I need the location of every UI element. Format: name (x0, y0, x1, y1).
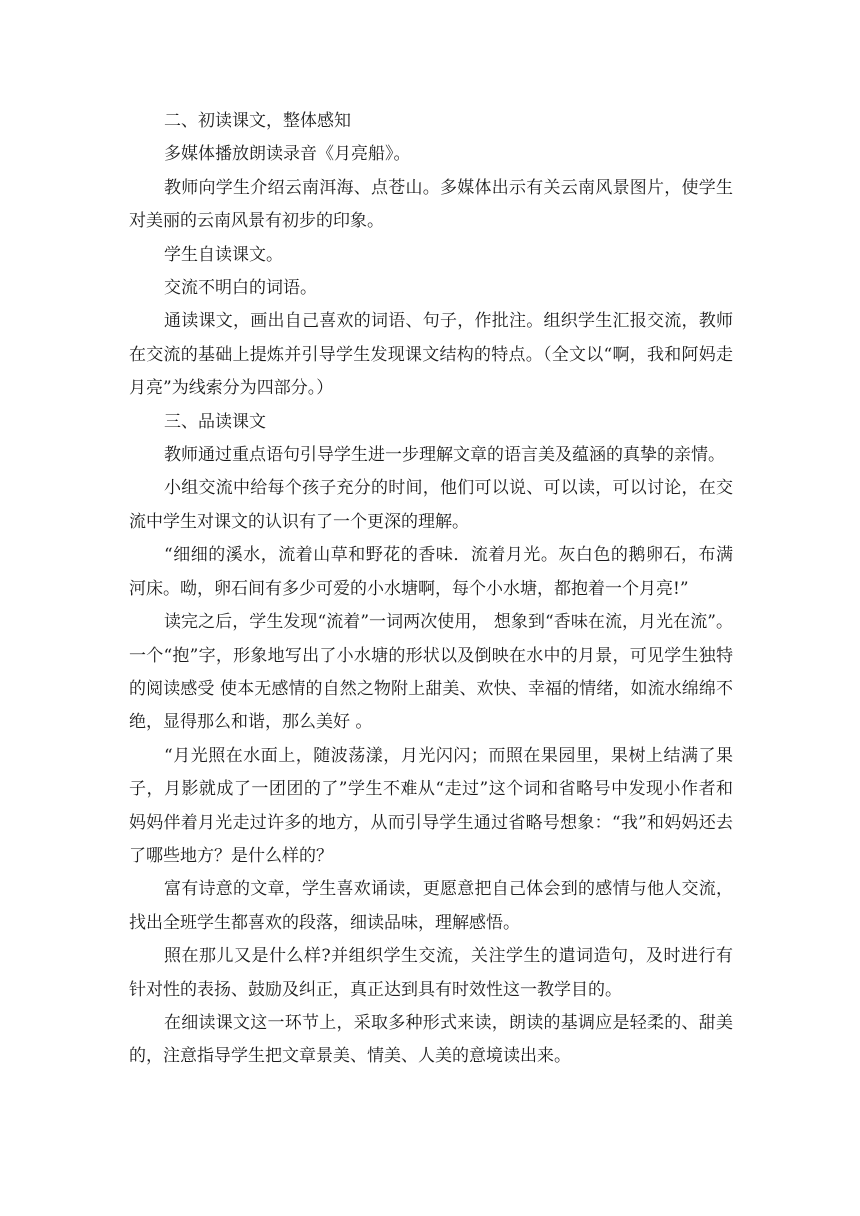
section-heading-3: 三、品读课文 (164, 411, 266, 432)
document-body (129, 105, 733, 1074)
paragraph-12: 照在那儿又是什么样?并组织学生交流，关注学生的遣词造句，及时进行有针对性的表扬、鼓励及纠正，真正达到具有时效性这一教学目的。 (129, 946, 733, 1000)
paragraph-8: “细细的溪水，流着山草和野花的香味．流着月光。灰白色的鹅卵石，布满河床。呦，卵石间有多少可爱的小水塘啊，每个小水塘，都抱着一个月亮!” (129, 545, 733, 599)
paragraph-6: 教师通过重点语句引导学生进一步理解文章的语言美及蕴涵的真挚的亲情。 (164, 445, 725, 466)
paragraph-1: 多媒体播放朗读录音《月亮船》。 (164, 144, 411, 165)
paragraph-2: 教师向学生介绍云南洱海、点苍山。多媒体出示有关云南风景图片，使学生对美丽的云南风景有初步的印象。 (129, 177, 733, 232)
paragraph-9: 读完之后，学生发现“流着”一词两次使用， 想象到“香味在流，月光在流”。一个“抱”字，形象地写出了小水塘的形状以及倒映在水中的月景，可见学生独特的阅读感受 使本无感情的自然之物附上甜美、欢快、幸福的情绪，如流水绵绵不绝，显得那么和谐，那么美好 。 (129, 612, 733, 733)
paragraph-5: 通读课文，画出自己喜欢的词语、句子，作批注。组织学生汇报交流，教师在交流的基础上提炼并引导学生发现课文结构的特点。（全文以“啊，我和阿妈走月亮”为线索分为四部分。） (129, 311, 733, 399)
paragraph-7: 小组交流中给每个孩子充分的时间，他们可以说、可以读，可以讨论，在交流中学生对课文的认识有了一个更深的理解。 (129, 478, 733, 532)
paragraph-4: 交流不明白的词语。 (164, 278, 317, 299)
paragraph-13: 在细读课文这一环节上，采取多种形式来读，朗读的基调应是轻柔的、甜美的，注意指导学生把文章景美、情美、人美的意境读出来。 (129, 1012, 733, 1067)
paragraph-3: 学生自读课文。 (164, 244, 283, 265)
paragraph-11: 富有诗意的文章，学生喜欢诵读，更愿意把自己体会到的感情与他人交流，找出全班学生都喜欢的段落，细读品味，理解感悟。 (129, 879, 733, 933)
paragraph-10: “月光照在水面上，随波荡漾，月光闪闪；而照在果园里，果树上结满了果子，月影就成了一团团的了”学生不难从“走过”这个词和省略号中发现小作者和妈妈伴着月光走过许多的地方，从而引导学生通过省略号想象：“我”和妈妈还去了哪些地方？是什么样的？ (129, 745, 733, 866)
section-heading-2: 二、初读课文，整体感知 (164, 111, 351, 131)
